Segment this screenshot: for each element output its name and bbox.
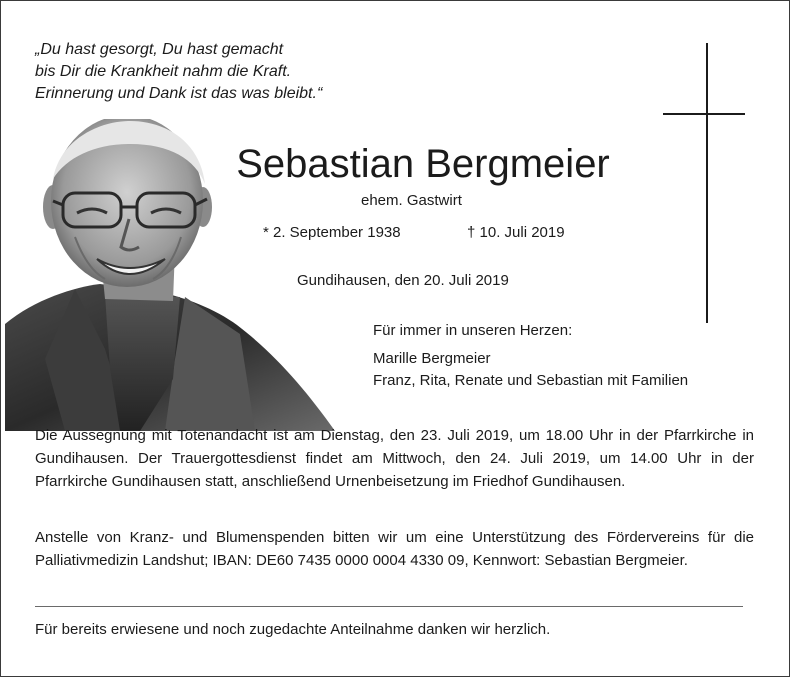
funeral-service-paragraph: Die Aussegnung mit Totenandacht ist am Dienstag, den 23. Juli 2019, um 18.00 Uhr in der Pfarrkirche in Gundihausen. Der Trauergottesdienst findet am Mittwoch, den 24. Juli 2019, um 14.00 Uhr in der Pfarrkirche Gundihausen statt, anschließend Urnenbeisetzung im Friedhof Gundihausen. <box>35 427 754 490</box>
memorial-quote <box>35 39 322 105</box>
cross-vertical-bar <box>706 43 708 323</box>
cross-horizontal-bar <box>663 113 745 115</box>
birth-date: * 2. September 1938 <box>263 224 401 241</box>
quote-line: bis Dir die Krankheit nahm die Kraft. <box>35 63 292 80</box>
quote-line: Erinnerung und Dank ist das was bleibt.“ <box>35 85 323 102</box>
mourners-block <box>373 320 688 392</box>
thanks-line: Für bereits erwiesene und noch zugedachte Anteilnahme danken wir herzlich. <box>35 621 551 638</box>
divider-line <box>35 606 743 607</box>
mourner-line: Marille Bergmeier <box>373 350 491 367</box>
quote-line: „Du hast gesorgt, Du hast gemacht <box>35 41 284 58</box>
place-and-date: Gundihausen, den 20. Juli 2019 <box>297 272 509 289</box>
death-date: † 10. Juli 2019 <box>467 224 565 241</box>
deceased-occupation: ehem. Gastwirt <box>361 192 462 209</box>
mourners-intro: Für immer in unseren Herzen: <box>373 322 573 339</box>
mourner-line: Franz, Rita, Renate und Sebastian mit Familien <box>373 372 689 389</box>
deceased-name: Sebastian Bergmeier <box>236 142 610 186</box>
donation-paragraph: Anstelle von Kranz- und Blumenspenden bitten wir um eine Unterstützung des Fördervereins für die Palliativmedizin Landshut; IBAN: DE60 7435 0000 0004 4330 09, Kennwort: Sebastian Bergmeier. <box>35 529 754 569</box>
